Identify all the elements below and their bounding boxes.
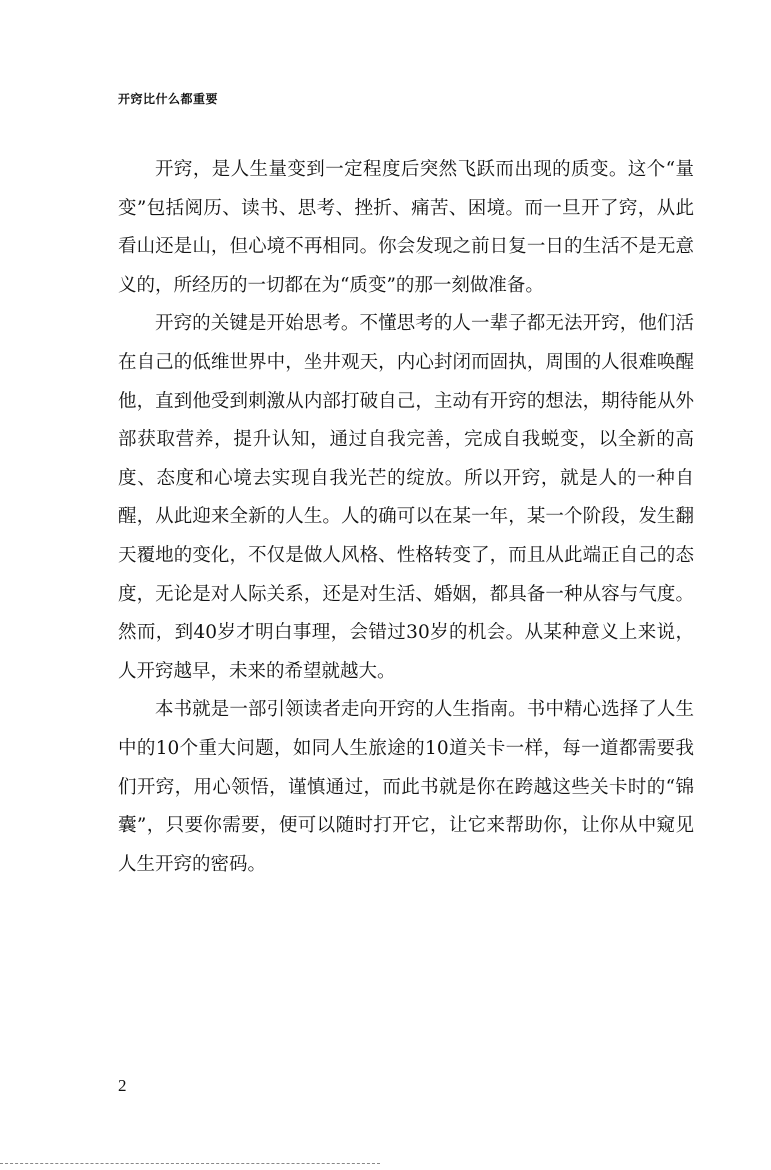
running-header: 开窍比什么都重要	[118, 92, 219, 106]
paragraph-3: 本书就是一部引领读者走向开窍的人生指南。书中精心选择了人生中的10个重大问题，如同人生旅途的10道关卡一样，每一道都需要我们开窍，用心领悟，谨慎通过，而此书就是你在跨越这些关卡时的“锦囊”，只要你需要，便可以随时打开它，让它来帮助你，让你从中窥见人生开窍的密码。	[118, 699, 694, 875]
page-number: 2	[118, 1076, 127, 1095]
body-text	[118, 151, 694, 884]
paragraph-1: 开窍，是人生量变到一定程度后突然飞跃而出现的质变。这个“量变”包括阅历、读书、思考、挫折、痛苦、困境。而一旦开了窍，从此看山还是山，但心境不再相同。你会发现之前日复一日的生活不是无意义的，所经历的一切都在为“质变”的那一刻做准备。	[118, 159, 694, 296]
scan-edge-divider	[0, 1163, 380, 1164]
paragraph-2: 开窍的关键是开始思考。不懂思考的人一辈子都无法开窍，他们活在自己的低维世界中，坐井观天，内心封闭而固执，周围的人很难唤醒他，直到他受到刺激从内部打破自己，主动有开窍的想法，期待能从外部获取营养，提升认知，通过自我完善，完成自我蜕变，以全新的高度、态度和心境去实现自我光芒的绽放。所以开窍，就是人的一种自醒，从此迎来全新的人生。人的确可以在某一年，某一个阶段，发生翻天覆地的变化，不仅是做人风格、性格转变了，而且从此端正自己的态度，无论是对人际关系，还是对生活、婚姻，都具备一种从容与气度。然而，到40岁才明白事理，会错过30岁的机会。从某种意义上来说，人开窍越早，未来的希望就越大。	[118, 313, 694, 682]
